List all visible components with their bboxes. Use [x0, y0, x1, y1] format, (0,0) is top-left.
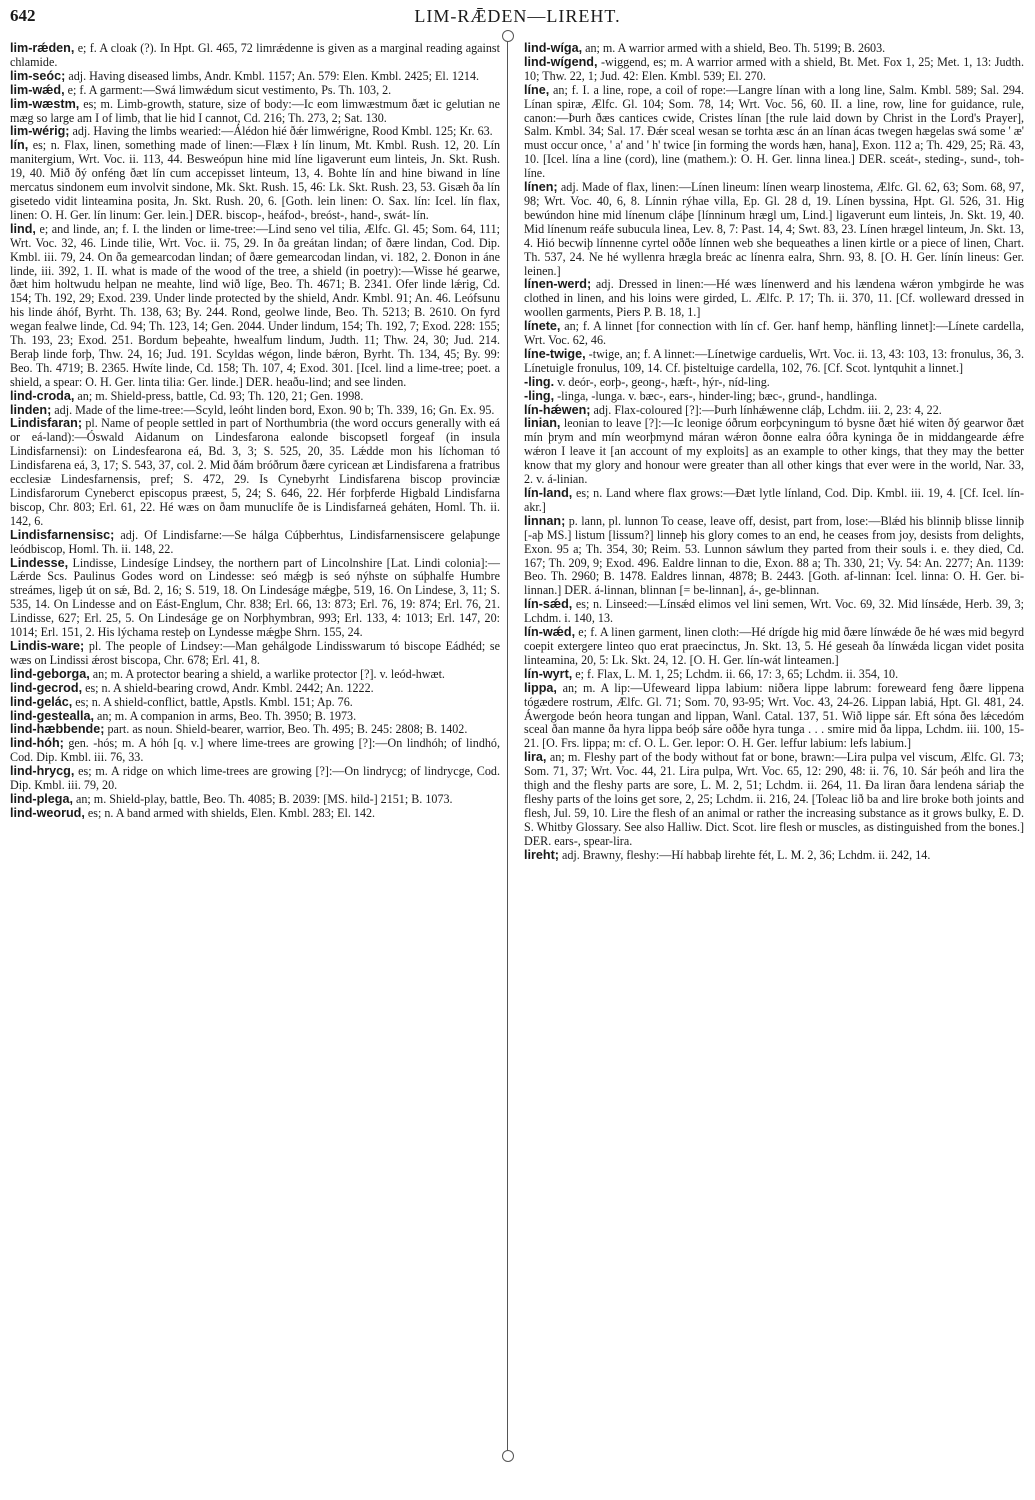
headword: lim-seóc; — [10, 68, 66, 83]
headword: lín, — [10, 138, 29, 153]
dictionary-entry — [524, 404, 1024, 418]
page-number: 642 — [10, 6, 36, 25]
entry-text: es; n. A shield-conflict, battle, Apstls. Kmbl. 151; Ap. 76. — [72, 694, 353, 709]
left-column — [10, 42, 500, 821]
headword: lireht; — [524, 847, 559, 862]
dictionary-entry — [524, 56, 1024, 84]
dictionary-entry — [524, 598, 1024, 626]
entry-text: Lindisse, Lindesíge Lindsey, the northern part of Lincolnshire [Lat. Lindi colonia]:—Lǽrde Scs. Paulinus Godes word on Lindesse: seó mǽgþ is seó nýhste on súþhalfe Humbre streámes, ligeþ út on sǽ, Bd. 2, 16; S. 519, 18. On Lindeságe mǽgþe, 519, 16. On Lindese, 3, 11; S. 535, 14. On Lindesse and on Eást-Englum, Chr. 838; Erl. 66, 13: 873; Erl. 76, 19: 874; Erl. 76, 21. Lindisse, 627; Erl. 25, 5. On Lindeságe ge on Norþhymbran, 993; Erl. 133, 4: 1013; Erl. 147, 20: 1014; Erl. 151, 2. His lýchama resteþ on Lyndesse mǽgþe Shrn. 155, 24. — [10, 555, 500, 640]
headword: Lindesse, — [10, 555, 69, 570]
dictionary-entry — [524, 682, 1024, 752]
entry-text: es; n. Flax, linen, something made of linen:—Flæx ł lín linum, Mt. Kmbl. Rush. 12, 20. Lín manitergium, Wrt. Voc. ii. 113, 44. Besweópun hine mid líne ligaverunt eum linteis, Jn. Skt. Rush. 19, 40. Mið ðý onféng ðæt lín cum accepisset linteum, 13, 4. Bohte lín and hine biwand in líne mercatus sindonem eum involvit sindone, Mk. Skt. Rush. 15, 46: Lk. Skt. Rush. 23, 53. Gisæh ða lín gisetedo vidit linteamina posita, Jn. Skt. Rush. 20, 6. [Goth. lein linen: O. Sax. lín: Icel. lín flax, linen: O. H. Ger. lín linum: Ger. lein.] DER. biscop-, heáfod-, breóst-, hand-, swát- lín. — [10, 138, 500, 222]
entry-text: adj. Made of the lime-tree:—Scyld, leóht linden bord, Exon. 90 b; Th. 339, 16; Gn. Ex. 95. — [51, 402, 495, 417]
entry-text: adj. Having the limbs wearied:—Álédon hié ðǽr limwérigne, Rood Kmbl. 125; Kr. 63. — [69, 124, 493, 139]
headword: lín-sǽd, — [524, 597, 573, 612]
dictionary-entry — [524, 626, 1024, 668]
entry-text: es; n. Land where flax grows:—Ðæt lytle línland, Cod. Dip. Kmbl. iii. 19, 4. [Cf. Icel. lín-akr.] — [524, 486, 1024, 514]
entry-text: pl. Name of people settled in part of Northumbria (the word occurs generally with eá or eá-land):—Óswald Aidanum on Lindesfarona ealonde biscopsetl forgeaf (in insula Lindisfarnensi): on Lindesfearona eá, Bd. 3, 3; S. 525, 20, 35. Lǽdde mon his líchoman tó Lindisfarena eá, 3, 17; S. 543, 37, col. 2. Mid ðám bróðrum ðære cyricean æt Lindisfarena a fratribus ecclesiæ Lindesfarnensis, pref; S. 472, 29. Is Cynebyrht Lindisfarena biscop provinciæ Lindisfarorum Cyneberct episcopus præest, 5, 24; S. 646, 22. Hér forþferde Higbald Lindisfarna biscop, Chr. 803; Erl. 61, 22. Hé wæs on ðam munuclífe ðe is Lindisfarneá geháten, Homl. Th. ii. 142, 6. — [10, 416, 500, 528]
headword: lín-wyrt, — [524, 666, 573, 681]
entry-text: es; n. Linseed:—Línsǽd elimos vel lini semen, Wrt. Voc. 69, 32. Mid línsǽde, Herb. 39, 3; Lchdm. i. 140, 13. — [524, 597, 1024, 626]
dictionary-entry — [10, 640, 500, 668]
headword: linden; — [10, 402, 52, 417]
headword: lind-croda, — [10, 388, 75, 403]
headword: lind-geborga, — [10, 666, 90, 681]
dictionary-entry — [10, 557, 500, 640]
headword: lind-weorud, — [10, 805, 85, 820]
entry-text: e; f. A garment:—Swá limwǽdum sicut vestimento, Ps. Th. 103, 2. — [64, 82, 392, 97]
headword: lind-gecrod, — [10, 680, 83, 695]
entry-text: v. deór-, eorþ-, geong-, hæft-, hýr-, níd-ling. — [554, 374, 770, 389]
entry-text: gen. -hós; m. A hóh [q. v.] where lime-trees are growing [?]:—On lindhóh; of lindhó, Cod. Dip. Kmbl. iii. 76, 33. — [10, 736, 500, 765]
dictionary-entry — [10, 98, 500, 126]
headword: lira, — [524, 750, 547, 765]
headword: linian, — [524, 416, 561, 431]
dictionary-entry — [10, 696, 500, 710]
headword: lind, — [10, 221, 36, 236]
dictionary-entry — [524, 181, 1024, 278]
running-head: LIM-RǢDEN—LIREHT. — [414, 6, 621, 26]
dictionary-entry — [524, 515, 1024, 598]
dictionary-entry — [10, 710, 500, 724]
dictionary-entry — [10, 529, 500, 557]
headword: lind-hrycg, — [10, 764, 75, 779]
entry-text: es; n. A band armed with shields, Elen. Kmbl. 283; El. 142. — [84, 805, 376, 820]
dictionary-entry — [10, 682, 500, 696]
dictionary-entry — [10, 223, 500, 390]
entry-text: adj. Flax-coloured [?]:—Þurh línhǽwenne cláþ, Lchdm. iii. 2, 23: 4, 22. — [590, 402, 942, 417]
headword: Lindisfarnensisc; — [10, 527, 115, 542]
dictionary-entry — [10, 417, 500, 528]
dictionary-entry — [524, 348, 1024, 376]
entry-text: adj. Brawny, fleshy:—Hí habbaþ lirehte fét, L. M. 2, 36; Lchdm. ii. 242, 14. — [558, 847, 931, 862]
entry-text: adj. Having diseased limbs, Andr. Kmbl. 1157; An. 579: Elen. Kmbl. 2425; El. 1214. — [65, 68, 480, 83]
entry-text: an; m. A lip:—Ufeweard lippa labium: niðera lippe labrum: foreweard feng ðære lippena tógædere rostrum, Ælfc. Gl. 71; Som. 70, 93-95; Wrt. Voc. 43, 24-26. Lippan labiá, Hpt. Gl. 481, 24. Áwergode beón heora tungan and lippan, Wanl. Catal. 137, 51. Wið lippe sár. Eft sóna ðes lǽcedóm sceal ðan manne ða hyra lippa beóþ sáre oððe hyra tunga . . . smire mid ða lippa, Lchdm. iii. 100, 15-21. [O. Frs. lippa; m: cf. O. L. Ger. lepor: O. H. Ger. leffur labium: lefs labium.] — [524, 680, 1024, 751]
headword: -ling. — [524, 374, 555, 389]
dictionary-entry — [524, 417, 1024, 487]
entry-text: an; m. A protector bearing a shield, a warlike protector [?]. v. leód-hwæt. — [89, 666, 445, 681]
headword: lind-gelác, — [10, 694, 73, 709]
entry-text: adj. Made of flax, linen:—Línen lineum: línen wearp linostema, Ælfc. Gl. 62, 63; Som. 68, 97, 98; Wrt. Voc. 40, 6, 8. Línnin rýhae villa, Ep. Gl. 28 d, 19. Línen byssina, Hpt. Gl. 526, 31. Hig bewúndon hine mid línenum cláþe [línninum hrægl um, Lind.] ligaverunt eum linteis, Jn. Skt. 19, 40. Mid línenum reáfe subucula linea, Lev. 8, 7: Past. 14, 4; Swt. 83, 23. Línen hrægel linteum, Jn. Skt. 13, 4. Hió becwiþ línnenne cyrtel oððe línnen web she bequeathes a linen kirtle or a piece of linen, Chart. Th. 537, 24. Ne hé wyllenra hrægla breác ac línenra ealra, Shrn. 93, 8. [O. H. Ger. línín lineus: Ger. leinen.] — [524, 180, 1024, 278]
headword: líne, — [524, 82, 550, 97]
headword: linnan; — [524, 513, 566, 528]
entry-text: es; m. Limb-growth, stature, size of body:—Ic eom limwæstmum ðæt ic gelutian ne mæg so large am I of limb, that lie hid I cannot, Cd. 216; Th. 273, 2; Sat. 130. — [10, 96, 500, 125]
entry-text: pl. The people of Lindsey:—Man gehálgode Lindisswarum tó biscope Eádhéd; se wæs on Lindissi ǽrost biscopa, Chr. 678; Erl. 41, 8. — [10, 638, 500, 667]
headword: línete, — [524, 319, 561, 334]
dictionary-entry — [524, 320, 1024, 348]
dictionary-entry — [524, 668, 1024, 682]
headword: lind-plega, — [10, 791, 73, 806]
dictionary-entry — [10, 42, 500, 70]
headword: lippa, — [524, 680, 557, 695]
dictionary-entry — [524, 487, 1024, 515]
headword: lim-wǽd, — [10, 82, 65, 97]
entry-text: an; f. A linnet [for connection with lín cf. Ger. hanf hemp, hänfling linnet]:—Línete cardella, Wrt. Voc. 62, 46. — [524, 319, 1024, 348]
dictionary-entry — [524, 751, 1024, 848]
dictionary-entry — [10, 139, 500, 222]
entry-text: an; m. Shield-press, battle, Cd. 93; Th. 120, 21; Gen. 1998. — [74, 388, 364, 403]
entry-text: leonian to leave [?]:—Ic leonige óðrum eorþcyningum tó bysne ðæt hié witen ðý gearwor ðæt mín þrym and mín weorþmynd máran wǽron ðonne ealra óðra kyninga ðe in middangearde ǽfre wǽron I leave it [an account of my exploits] as an example to other kings, that they may the better know that my glory and honour were greater than all other kings that ever were in the world, Nar. 33, 2. v. á-linian. — [524, 416, 1024, 487]
dictionary-entry — [10, 807, 500, 821]
dictionary-entry — [524, 42, 1024, 56]
headword: Lindisfaran; — [10, 416, 83, 431]
entry-text: es; m. A ridge on which lime-trees are growing [?]:—On lindrycg; of lindrycge, Cod. Dip. Kmbl. iii. 79, 20. — [10, 764, 500, 793]
dictionary-entry — [524, 376, 1024, 390]
dictionary-entry — [524, 84, 1024, 181]
entry-text: e; f. A linen garment, linen cloth:—Hé drígde hig mid ðære línwǽde ðe hé wæs mid begyrd coepit extergere linteo quo erat praecinctus, Jn. Skt. 13, 5. Hé geseah ða línwǽda licgan videt posita linteamina, 20, 5: Lk. Skt. 24, 12. [O. H. Ger. lín-wát linteamen.] — [524, 625, 1024, 667]
headword: lind-hæbbende; — [10, 722, 105, 737]
dictionary-entry — [10, 390, 500, 404]
headword: línen; — [524, 180, 558, 195]
headword: lind-hóh; — [10, 736, 64, 751]
headword: línen-werd; — [524, 277, 592, 292]
dictionary-entry — [10, 668, 500, 682]
dictionary-entry — [10, 404, 500, 418]
headword: lim-rǽden, — [10, 41, 75, 55]
dictionary-entry — [524, 849, 1024, 863]
headword: Lindis-ware; — [10, 638, 85, 653]
dictionary-entry — [10, 737, 500, 765]
headword: líne-twige, — [524, 346, 586, 361]
entry-text: an; m. A warrior armed with a shield, Beo. Th. 5199; B. 2603. — [582, 41, 886, 55]
entry-text: an; m. A companion in arms, Beo. Th. 3950; B. 1973. — [93, 708, 357, 723]
dictionary-entry — [10, 125, 500, 139]
column-divider — [507, 36, 508, 1456]
entry-text: adj. Dressed in linen:—Hé wæs línenwerd and his lændena wǽron ymbgirde he was clothed in linen, and his loins were girded, L. Ælfc. P. 17; Th. ii. 370, 11. [Cf. wolleward dressed in woollen garments, Piers P. B. 18, 1.] — [524, 277, 1024, 320]
entry-text: adj. Of Lindisfarne:—Se hálga Cúþberhtus, Lindisfarnensiscere gelaþunge leódbiscop, Homl. Th. ii. 148, 22. — [10, 527, 500, 556]
entry-text: -twige, an; f. A linnet:—Línetwige carduelis, Wrt. Voc. ii. 13, 43: 103, 13: fronulus, 36, 3. Línetuigle fronulus, 109, 14. Cf. þisteltuige cardella, 102, 76. [Cf. Scot. lyntquhit a linnet.] — [524, 346, 1024, 375]
entry-text: e; and linde, an; f. I. the linden or lime-tree:—Lind seno vel tilia, Ælfc. Gl. 45; Som. 64, 111; Wrt. Voc. 32, 46. Linde tilie, Wrt. Voc. ii. 75, 29. In ða greátan lindan; of ðære lindan, Cod. Dip. Kmbl. iii. 79, 24. On ða gemearcodan lindan; of ðære gemearcodan lindan, vi. 182, 2. Ðonon in áne linde, iii. 392, 1. II. what is made of the wood of the tree, a shield (in poetry):—Wisse hé gearwe, ðæt him holtwudu helpan ne meahte, lind wið líge, Beo. Th. 4671; B. 2341. Ofer linde lǽrig, Cd. 154; Th. 192, 29; Exod. 239. Under linde protected by the shield, Andr. Kmbl. 91; An. 46. Leófsunu his linde áhóf, Byrht. Th. 138, 63; By. 244. Rond, geolwe linde, Beo. Th. 5213; B. 2610. On fyrd wegan fealwe linde, Cd. 94; Th. 123, 14; Gen. 2044. Under lindum, 154; Th. 192, 7; Exod. 228: 155; Th. 193, 23; Exod. 251. Bordum beþeahte, hwealfum lindum, Judth. 11; Thw. 24, 30; Jud. 214. Beraþ linde forþ, Thw. 24, 16; Jud. 191. Scyldas wégon, linde bǽron, Byrht. Th. 134, 45; By. 99: Beo. Th. 4719; B. 2365. Hwíte linde, Cd. 158; Th. 107, 4; Exod. 301. [Icel. lind a lime-tree; poet. a shield, a spear: O. H. Ger. linta tilia: Ger. linde.] DER. heaðu-lind; and see linden. — [10, 221, 500, 389]
entry-text: e; f. Flax, L. M. 1, 25; Lchdm. ii. 66, 17: 3, 65; Lchdm. ii. 354, 10. — [572, 666, 899, 681]
entry-text: p. lann, pl. lunnon To cease, leave off, desist, part from, lose:—Blǽd his blinniþ blisse linniþ [-aþ MS.] listum [lissum?] linneþ his glory comes to an end, he ceases from joy, desists from delights, Exon. 95 a; Th. 354, 30; Reim. 53. Lunnon sáwlum they parted from their souls i. e. they died, Cd. 167; Th. 209, 9; Exod. 496. Ealdre linnan to die, Exon. 88 a; Th. 330, 21; Vy. 54: An. 2277; An. 1139: Beo. Th. 2960; B. 1478. Ealdres linnan, 4878; B. 2443. [Goth. af-linnan: Icel. linna: O. H. Ger. bi-linnan.] DER. á-linnan, blinnan [= be-linnan], á-, ge-blinnan. — [524, 513, 1024, 598]
entry-text: e; f. A cloak (?). In Hpt. Gl. 465, 72 limrǽdenne is given as a marginal reading against chlamide. — [10, 41, 500, 69]
entry-text: an; m. Fleshy part of the body without fat or bone, brawn:—Lira pulpa vel viscum, Ælfc. Gl. 73; Som. 71, 37; Wrt. Voc. 44, 21. Lira pulpa, Wrt. Voc. 65, 12: 290, 48: ii. 76, 10. Sár þeóh and lira the thigh and the fleshy parts are sore, L. M. 2, 51; Lchdm. ii. 264, 11. Ða liran ðara lendena sáriaþ the fleshy parts of the loins get sore, 2, 25; Lchdm. ii. 216, 24. [Toleac lið ba and lire broke both joints and flesh, Jul. 59, 10. Lire the flesh of an animal or rather the increasing substance as it grows bulky, E. D. S. Whitby Glossary. See also Halliw. Dict. Scot. lire flesh or muscles, as distinguished from the bones.] DER. ears-, spear-lira. — [524, 750, 1024, 848]
entry-text: an; f. I. a line, rope, a coil of rope:—Langre línan with a long line, Salm. Kmbl. 589; Sal. 294. Línan spiræ, Ælfc. Gl. 104; Som. 78, 14; Wrt. Voc. 56, 60. II. a line, row, line for guidance, rule, canon:—Þurh ðæs cantices cwide, Cristes línan [the rule laid down by Christ in the Lord's Prayer], Salm. Kmbl. 34; Sal. 17. Ðǽr sceal wesan se torhta æsc án an línan ácas twegen hægelas swá some ' æ' must occur once, ' a' and ' h' twice [in forming the words hæn, hana], Exon. 112 a; Th. 429, 25; Rä. 43, 10. [Icel. lína a line (cord), line (mathem.): O. H. Ger. linna linea.] DER. sceát-, steding-, sund-, toh-líne. — [524, 82, 1024, 181]
headword: lind-wígend, — [524, 54, 598, 69]
divider-ornament-top — [502, 30, 514, 42]
dictionary-entry — [10, 723, 500, 737]
headword: lim-wérig; — [10, 124, 70, 139]
page-header — [10, 6, 1025, 32]
entry-text: es; n. A shield-bearing crowd, Andr. Kmbl. 2442; An. 1222. — [82, 680, 374, 695]
headword: lind-gestealla, — [10, 708, 94, 723]
headword: lín-hǽwen; — [524, 402, 591, 417]
divider-ornament-bottom — [502, 1450, 514, 1462]
headword: lín-land, — [524, 486, 573, 500]
headword: -ling, — [524, 388, 555, 403]
dictionary-entry — [10, 765, 500, 793]
entry-text: -linga, -lunga. v. bæc-, ears-, hinder-ling; bæc-, grund-, handlinga. — [554, 388, 878, 403]
headword: lín-wǽd, — [524, 625, 576, 640]
dictionary-entry — [10, 70, 500, 84]
entry-text: an; m. Shield-play, battle, Beo. Th. 4085; B. 2039: [MS. hild-] 2151; B. 1073. — [72, 791, 453, 806]
entry-text: part. as noun. Shield-bearer, warrior, Beo. Th. 495; B. 245: 2808; B. 1402. — [104, 722, 468, 737]
headword: lim-wæstm, — [10, 96, 80, 111]
dictionary-entry — [10, 793, 500, 807]
dictionary-entry — [10, 84, 500, 98]
entry-text: -wiggend, es; m. A warrior armed with a shield, Bt. Met. Fox 1, 25; Met. 1, 13: Judth. 10; Thw. 22, 1; Jud. 42: Elen. Kmbl. 539; El. 270. — [524, 54, 1024, 83]
dictionary-entry — [524, 390, 1024, 404]
dictionary-entry — [524, 278, 1024, 320]
right-column — [524, 42, 1024, 862]
headword: lind-wíga, — [524, 41, 583, 55]
